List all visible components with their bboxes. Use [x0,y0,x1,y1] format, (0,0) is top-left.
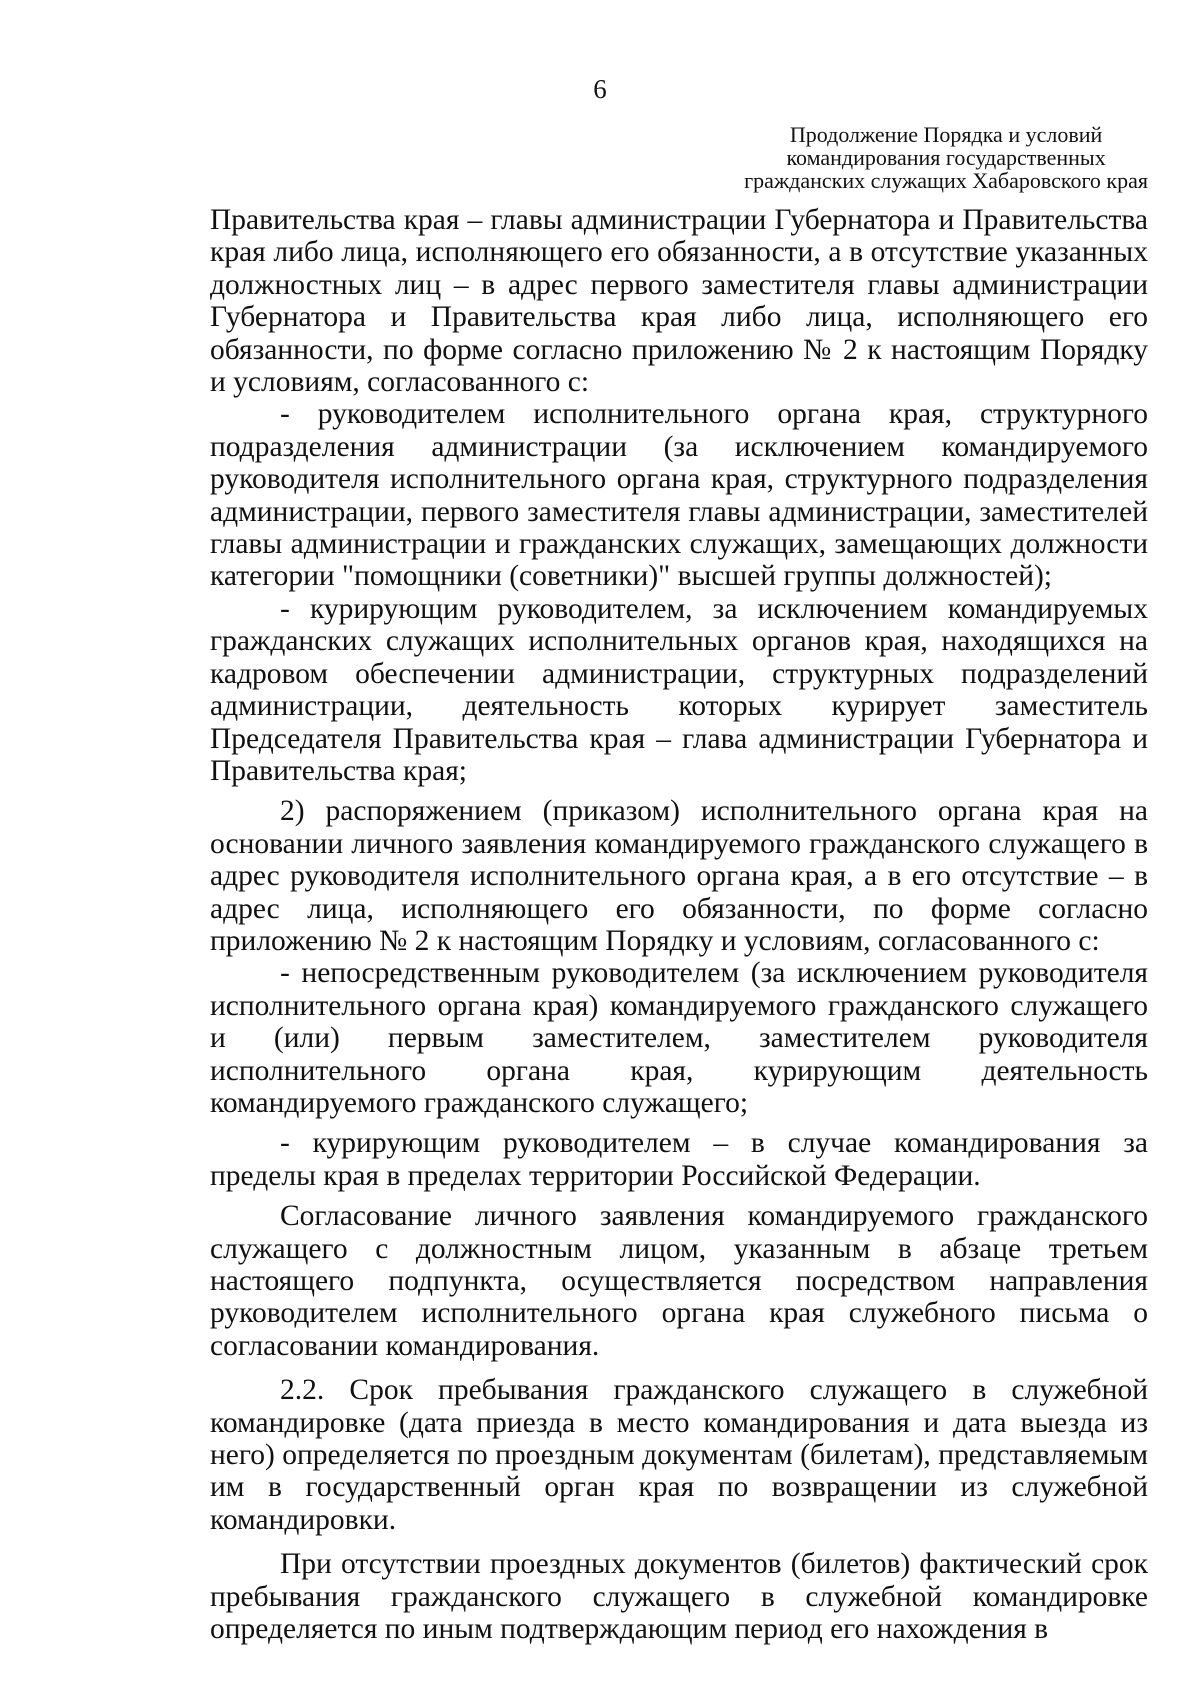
running-header [744,123,1148,192]
page-number: 6 [593,74,607,104]
paragraph-absence-tickets: При отсутствии проездных документов (билетов) фактический срок пребывания гражданского служащего в служебной командировке определяется по иным подтверждающим период его нахождения в [210,1548,1148,1646]
paragraph-2-2: 2.2. Срок пребывания гражданского служащего в служебной командировке (дата приезда в место командирования и дата выезда из него) определяется по проездным документам (билетам), представляемым им в государственный орган края по возвращении из служебной командировки. [210,1374,1148,1536]
list-item-direct-head: - непосредственным руководителем (за исключением руководителя исполнительного органа края) командируемого гражданского служащего и (или) первым заместителем, заместителем руководителя исполнительного органа края, курирующим деятельность командируемого гражданского служащего; [210,957,1148,1119]
document-body [210,204,1148,1645]
list-item-head-of-organ: - руководителем исполнительного органа края, структурного подразделения администрации (за исключением командируемого руководителя исполнительного органа края, структурного подразделения администрации, первого заместителя главы администрации, заместителей главы администрации и гражданских служащих, замещающих должности категории "помощники (советники)" высшей группы должностей); [210,398,1148,593]
paragraph-item-2: 2) распоряжением (приказом) исполнительного органа края на основании личного заявления командируемого гражданского служащего в адрес руководителя исполнительного органа края, а в его отсутствие – в адрес лица, исполняющего его обязанности, по форме согласно приложению № 2 к настоящим Порядку и условиям, согласованного с: [210,795,1148,957]
paragraph-continuation: Правительства края – главы администрации Губернатора и Правительства края либо лица, исполняющего его обязанности, а в отсутствие указанных должностных лиц – в адрес первого заместителя главы администрации Губернатора и Правительства края либо лица, исполняющего его обязанности, по форме согласно приложению № 2 к настоящим Порядку и условиям, согласованного с: [210,204,1148,399]
running-header-line-1: Продолжение Порядка и условий [789,122,1103,147]
paragraph-approval: Согласование личного заявления командируемого гражданского служащего с должностным лицом, указанным в абзаце третьем настоящего подпункта, осуществляется посредством направления руководителем исполнительного органа края служебного письма о согласовании командирования. [210,1200,1148,1362]
list-item-supervising-head-travel: - курирующим руководителем – в случае командирования за пределы края в пределах территории Российской Федерации. [210,1127,1148,1192]
running-header-line-2: командирования государственных [786,145,1106,170]
list-item-supervising-head: - курирующим руководителем, за исключением командируемых гражданских служащих исполнительных органов края, находящихся на кадровом обеспечении администрации, структурных подразделений администрации, деятельность которых курирует заместитель Председателя Правительства края – глава администрации Губернатора и Правительства края; [210,592,1148,787]
running-header-line-3: гражданских служащих Хабаровского края [744,168,1148,193]
